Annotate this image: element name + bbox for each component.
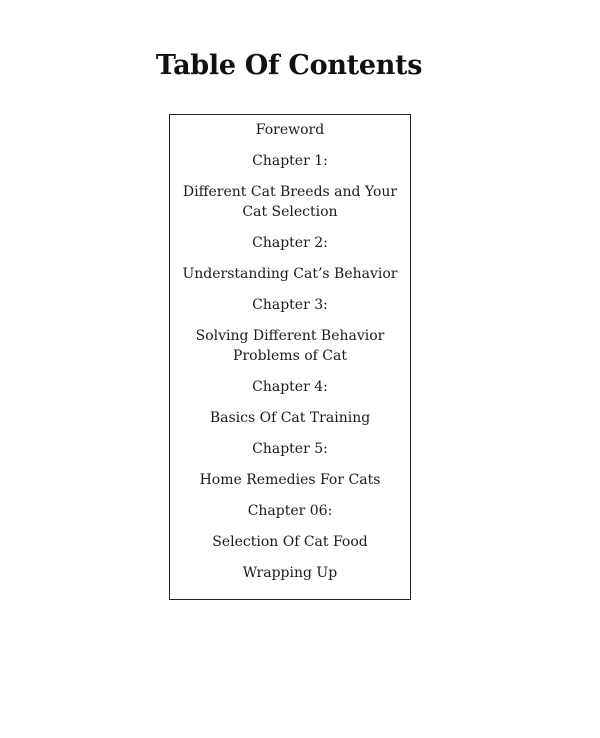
toc-entry-chapter-5-heading[interactable]: Chapter 5: bbox=[252, 441, 328, 457]
toc-entry-chapter-2-title[interactable]: Understanding Cat’s Behavior bbox=[182, 266, 398, 282]
toc-list bbox=[170, 120, 410, 583]
toc-entry-chapter-3-title[interactable]: Solving Different Behavior Problems of Cat bbox=[195, 328, 385, 364]
toc-entry-chapter-6-title[interactable]: Selection Of Cat Food bbox=[212, 534, 368, 550]
table-of-contents-box bbox=[169, 114, 411, 600]
toc-entry-chapter-5-title[interactable]: Home Remedies For Cats bbox=[199, 472, 381, 488]
toc-entry-chapter-1-heading[interactable]: Chapter 1: bbox=[252, 153, 328, 169]
toc-entry-chapter-4-heading[interactable]: Chapter 4: bbox=[252, 379, 328, 395]
toc-entry-chapter-4-title[interactable]: Basics Of Cat Training bbox=[209, 410, 371, 426]
page-title: Table Of Contents bbox=[155, 50, 423, 81]
toc-entry-foreword[interactable]: Foreword bbox=[255, 122, 325, 138]
toc-entry-chapter-3-heading[interactable]: Chapter 3: bbox=[252, 297, 328, 313]
toc-entry-chapter-2-heading[interactable]: Chapter 2: bbox=[252, 235, 328, 251]
toc-entry-wrapping-up[interactable]: Wrapping Up bbox=[242, 565, 338, 581]
toc-entry-chapter-6-heading[interactable]: Chapter 06: bbox=[247, 503, 333, 519]
toc-entry-chapter-1-title[interactable]: Different Cat Breeds and Your Cat Selection bbox=[182, 184, 398, 220]
